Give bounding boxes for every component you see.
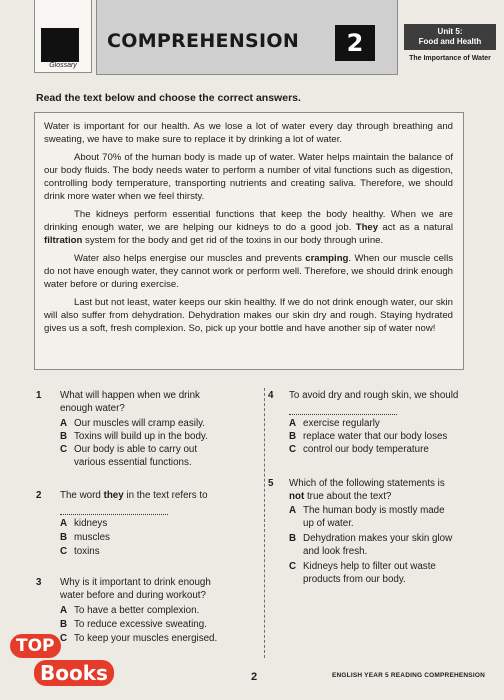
column-divider xyxy=(264,388,265,658)
question-2-option-c[interactable] xyxy=(60,546,260,559)
glossary-box xyxy=(34,0,92,73)
title-banner xyxy=(96,0,398,75)
question-1-text-line2: enough water? xyxy=(60,403,125,414)
q5-bold-not: not xyxy=(289,491,305,502)
question-1-option-a[interactable] xyxy=(60,418,260,431)
option-text: Toxins will build up in the body. xyxy=(74,431,208,442)
q2-text-a: The word xyxy=(60,490,104,501)
option-letter: A xyxy=(60,605,68,616)
question-5-option-a[interactable] xyxy=(289,505,489,531)
question-5-option-b[interactable] xyxy=(289,533,489,559)
option-letter: B xyxy=(289,431,297,442)
question-4-blank xyxy=(289,404,397,415)
reading-passage xyxy=(34,112,464,370)
question-5-number: 5 xyxy=(268,478,274,489)
option-letter: A xyxy=(289,505,297,516)
p4-text-c: . When our muscle cells do not have enough water, they cannot work or perform well. Therefore, we should drink enough water before or during exercise. xyxy=(44,253,453,290)
question-2-option-b[interactable] xyxy=(60,532,260,545)
glossary-label: Glossary xyxy=(49,62,77,69)
p3-text-e: system for the body and get rid of the toxins in our body through urine. xyxy=(82,234,384,246)
question-2-text xyxy=(60,490,208,503)
option-letter: C xyxy=(289,561,297,572)
question-4-option-c[interactable] xyxy=(289,444,489,457)
logo-books-text: Books xyxy=(34,660,114,686)
option-text: toxins xyxy=(74,546,100,557)
question-3-text-line2: water before and during workout? xyxy=(60,590,206,601)
question-4-text: To avoid dry and rough skin, we should xyxy=(289,390,459,401)
option-letter: C xyxy=(60,444,68,455)
book-title: ENGLISH YEAR 5 READING COMPREHENSION xyxy=(332,672,485,679)
option-letter: B xyxy=(289,533,297,544)
option-text: exercise regularly xyxy=(303,418,380,429)
option-letter: C xyxy=(60,633,68,644)
instruction: Read the text below and choose the correct answers. xyxy=(36,92,301,104)
question-4-option-b[interactable] xyxy=(289,431,489,444)
option-text: To have a better complexion. xyxy=(74,605,200,616)
option-text-line2: up of water. xyxy=(303,518,354,529)
option-text-line2: and look fresh. xyxy=(303,546,368,557)
question-2-blank xyxy=(60,504,168,515)
option-text: replace water that our body loses xyxy=(303,431,448,442)
option-letter: C xyxy=(60,546,68,557)
option-letter: C xyxy=(289,444,297,455)
option-letter: B xyxy=(60,532,68,543)
option-letter: A xyxy=(289,418,297,429)
unit-subtitle: The Importance of Water xyxy=(409,55,491,62)
question-4-number: 4 xyxy=(268,390,274,401)
unit-number: Unit 5: xyxy=(437,27,463,36)
option-text: Our body is able to carry out xyxy=(74,444,198,455)
p3-bold-filtration: filtration xyxy=(44,234,83,246)
option-letter: B xyxy=(60,619,68,630)
option-text-line2: products from our body. xyxy=(303,574,406,585)
option-text: To reduce excessive sweating. xyxy=(74,619,207,630)
page-number: 2 xyxy=(251,671,258,683)
question-2-number: 2 xyxy=(36,490,42,501)
option-text: control our body temperature xyxy=(303,444,429,455)
p3-text-a: The kidneys perform essential functions that keep the body healthy. When we are drinking enough water, we are helping our kidneys to do a good job. xyxy=(44,209,453,233)
option-text: To keep your muscles energised. xyxy=(74,633,218,644)
unit-topic: Food and Health xyxy=(418,37,482,46)
option-text: Kidneys help to filter out waste xyxy=(303,561,436,572)
passage-paragraph-3 xyxy=(44,209,453,247)
option-text: Dehydration makes your skin glow xyxy=(303,533,453,544)
question-2-option-a[interactable] xyxy=(60,518,260,531)
option-text: The human body is mostly made xyxy=(303,505,445,516)
option-letter: B xyxy=(60,431,68,442)
q5-text-b: true about the text? xyxy=(304,491,392,502)
question-5-text-line1: Which of the following statements is xyxy=(289,478,445,489)
passage-paragraph-5: Last but not least, water keeps our skin healthy. If we do not drink enough water, our skin will also suffer from dehydration. Dehydration makes our skin dry and rough. Staying hydrated gives us a soft, fresh complexion. So, pick up your bottle and have another sip of water now! xyxy=(44,297,453,334)
logo-top-text: TOP xyxy=(10,634,61,658)
question-3-text-line1: Why is it important to drink enough xyxy=(60,577,211,588)
option-text: muscles xyxy=(74,532,110,543)
p4-text-a: Water also helps energise our muscles and prevents xyxy=(74,253,306,265)
passage-paragraph-2: About 70% of the human body is made up of water. Water helps maintain the balance of our body fluids. The body needs water to perform a number of vital functions such as digestion, controlling body temperature, transporting nutrients and creating saliva. Therefore, we should drink more water when we feel thirsty. xyxy=(44,152,453,202)
unit-label xyxy=(404,24,496,50)
passage-paragraph-1: Water is important for our health. As we lose a lot of water every day through breathing and sweating, we have to make sure to replace it by drinking a lot of water. xyxy=(44,121,453,145)
question-3-option-a[interactable] xyxy=(60,605,260,618)
question-1-option-b[interactable] xyxy=(60,431,260,444)
passage-paragraph-4 xyxy=(44,253,453,291)
question-5-text-line2 xyxy=(289,491,391,504)
option-text: kidneys xyxy=(74,518,108,529)
p3-bold-they: They xyxy=(355,221,379,233)
question-1-text-line1: What will happen when we drink xyxy=(60,390,200,401)
option-text: Our muscles will cramp easily. xyxy=(74,418,206,429)
unit-box xyxy=(404,24,496,80)
option-letter: A xyxy=(60,418,68,429)
question-1-number: 1 xyxy=(36,390,42,401)
question-1-option-c[interactable] xyxy=(60,444,260,470)
option-letter: A xyxy=(60,518,68,529)
question-4-option-a[interactable] xyxy=(289,418,489,431)
p4-bold-cramping: cramping xyxy=(305,253,349,265)
question-3-number: 3 xyxy=(36,577,42,588)
q2-bold-they: they xyxy=(103,490,124,501)
p3-text-c: act as a natural xyxy=(378,221,454,233)
q2-text-c: in the text refers to xyxy=(123,490,208,501)
topbooks-logo xyxy=(8,630,108,694)
page-title: COMPREHENSION xyxy=(107,30,300,52)
glossary-icon xyxy=(41,28,79,62)
option-text-line2: various essential functions. xyxy=(74,457,192,468)
comprehension-number: 2 xyxy=(335,25,375,61)
question-5-option-c[interactable] xyxy=(289,561,489,587)
